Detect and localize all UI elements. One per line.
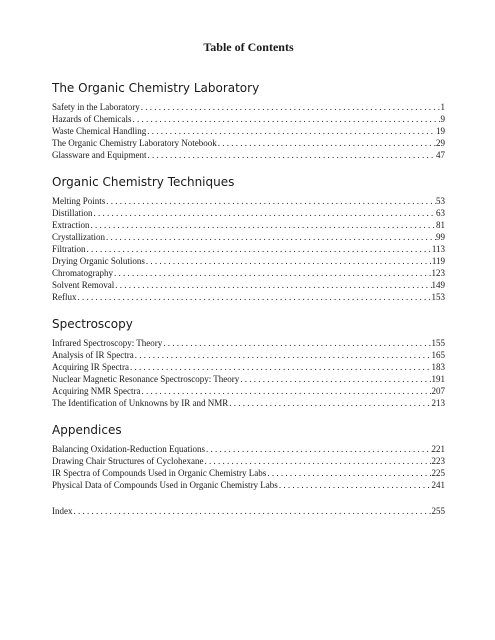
- toc-entry[interactable]: [52, 349, 445, 361]
- toc-entry[interactable]: [52, 255, 445, 267]
- toc-section-spectroscopy: [52, 317, 445, 409]
- toc-entry[interactable]: [52, 137, 445, 149]
- toc-entry-page: 53: [436, 196, 445, 206]
- toc-entry-title: Safety in the Laboratory: [52, 102, 140, 112]
- toc-entry-title: Balancing Oxidation-Reduction Equations: [52, 444, 205, 454]
- table-of-contents-page: [52, 40, 445, 531]
- toc-entry-title: Distillation: [52, 208, 93, 218]
- toc-entry-page: 153: [431, 292, 445, 302]
- toc-entry[interactable]: [52, 125, 445, 137]
- dot-leader: [131, 113, 440, 125]
- toc-entry[interactable]: [52, 397, 445, 409]
- dot-leader: [134, 349, 432, 361]
- toc-entry-page: 113: [431, 244, 445, 254]
- dot-leader: [73, 505, 432, 517]
- section-heading: Organic Chemistry Techniques: [52, 175, 235, 189]
- toc-entry-title: Drying Organic Solutions: [52, 256, 145, 266]
- toc-entry-index[interactable]: [52, 505, 445, 517]
- dot-leader: [205, 443, 432, 455]
- toc-entry-page: 241: [431, 480, 445, 490]
- toc-entry-title: Hazards of Chemicals: [52, 114, 132, 124]
- toc-entry-page: 29: [436, 138, 445, 148]
- toc-entry-title: The Identification of Unknowns by IR and NMR: [52, 398, 229, 408]
- toc-entry-title: Infrared Spectroscopy: Theory: [52, 338, 163, 348]
- toc-entry[interactable]: [52, 385, 445, 397]
- dot-leader: [86, 243, 432, 255]
- toc-entry-page: 99: [436, 232, 445, 242]
- section-heading: The Organic Chemistry Laboratory: [52, 81, 260, 95]
- toc-entry[interactable]: [52, 361, 445, 373]
- toc-entry-title: Acquiring NMR Spectra: [52, 386, 141, 396]
- dot-leader: [203, 455, 431, 467]
- toc-entry-title: Solvent Removal: [52, 280, 115, 290]
- dot-leader: [228, 397, 431, 409]
- dot-leader: [239, 373, 431, 385]
- section-heading: Appendices: [52, 423, 122, 437]
- toc-entry-title: Index: [52, 506, 73, 516]
- toc-entry[interactable]: [52, 219, 445, 231]
- toc-entry-title: Acquiring IR Spectra: [52, 362, 129, 372]
- dot-leader: [217, 137, 436, 149]
- dot-leader: [140, 101, 441, 113]
- toc-entry[interactable]: [52, 195, 445, 207]
- toc-entry[interactable]: [52, 479, 445, 491]
- dot-leader: [77, 291, 432, 303]
- toc-entry[interactable]: [52, 467, 445, 479]
- toc-entry-title: Physical Data of Compounds Used in Organic Chemistry Labs: [52, 480, 278, 490]
- dot-leader: [146, 125, 436, 137]
- dot-leader: [140, 385, 431, 397]
- toc-entry-page: 207: [431, 386, 445, 396]
- toc-entry-title: Melting Points: [52, 196, 106, 206]
- toc-entry-title: Nuclear Magnetic Resonance Spectroscopy: Theory: [52, 374, 240, 384]
- toc-entry-page: 225: [431, 468, 445, 478]
- dot-leader: [162, 337, 431, 349]
- dot-leader: [105, 231, 436, 243]
- toc-entry-title: Glassware and Equipment: [52, 150, 147, 160]
- toc-entry[interactable]: [52, 231, 445, 243]
- toc-entry-title: The Organic Chemistry Laboratory Notebook: [52, 138, 217, 148]
- section-heading: Spectroscopy: [52, 317, 133, 331]
- toc-entry-page: 1: [440, 102, 445, 112]
- toc-entry[interactable]: [52, 207, 445, 219]
- toc-section-techniques: [52, 175, 445, 303]
- toc-entry-title: IR Spectra of Compounds Used in Organic Chemistry Labs: [52, 468, 267, 478]
- toc-entry-title: Analysis of IR Spectra: [52, 350, 134, 360]
- toc-entry[interactable]: [52, 113, 445, 125]
- toc-entry-title: Chromatography: [52, 268, 113, 278]
- toc-entry-title: Crystallization: [52, 232, 105, 242]
- dot-leader: [93, 207, 437, 219]
- toc-entry-page: 63: [436, 208, 445, 218]
- dot-leader: [113, 267, 432, 279]
- toc-entry[interactable]: [52, 149, 445, 161]
- toc-entry-page: 9: [440, 114, 445, 124]
- toc-entry[interactable]: [52, 455, 445, 467]
- toc-entry[interactable]: [52, 443, 445, 455]
- toc-entry-page: 221: [431, 444, 445, 454]
- toc-entry-page: 119: [431, 256, 445, 266]
- dot-leader: [278, 479, 432, 491]
- dot-leader: [129, 361, 432, 373]
- toc-entry-page: 149: [431, 280, 445, 290]
- toc-entry-page: 223: [431, 456, 445, 466]
- toc-entry-page: 183: [431, 362, 445, 372]
- dot-leader: [105, 195, 436, 207]
- dot-leader: [146, 149, 436, 161]
- dot-leader: [145, 255, 432, 267]
- dot-leader: [90, 219, 437, 231]
- toc-entry[interactable]: [52, 101, 445, 113]
- toc-entry[interactable]: [52, 267, 445, 279]
- toc-index: [52, 505, 445, 517]
- toc-entry[interactable]: [52, 279, 445, 291]
- toc-entry-page: 47: [436, 150, 445, 160]
- toc-entry-page: 213: [431, 398, 445, 408]
- toc-entry-page: 19: [436, 126, 445, 136]
- dot-leader: [114, 279, 431, 291]
- toc-section-laboratory: [52, 81, 445, 161]
- toc-entry-title: Reflux: [52, 292, 77, 302]
- toc-section-appendices: [52, 423, 445, 491]
- toc-entry-title: Extraction: [52, 220, 90, 230]
- toc-entry-page: 155: [431, 338, 445, 348]
- toc-sections: [52, 81, 445, 517]
- toc-entry-page: 191: [431, 374, 445, 384]
- toc-entry-title: Filtration: [52, 244, 86, 254]
- toc-entry-page: 165: [431, 350, 445, 360]
- toc-entry[interactable]: [52, 337, 445, 349]
- toc-entry-page: 81: [436, 220, 445, 230]
- toc-entry-page: 255: [431, 506, 445, 516]
- toc-entry[interactable]: [52, 291, 445, 303]
- toc-entry-title: Waste Chemical Handling: [52, 126, 147, 136]
- dot-leader: [266, 467, 431, 479]
- toc-entry-page: 123: [431, 268, 445, 278]
- toc-entry[interactable]: [52, 373, 445, 385]
- toc-entry[interactable]: [52, 243, 445, 255]
- toc-entry-title: Drawing Chair Structures of Cyclohexane: [52, 456, 204, 466]
- page-title: Table of Contents: [203, 40, 294, 54]
